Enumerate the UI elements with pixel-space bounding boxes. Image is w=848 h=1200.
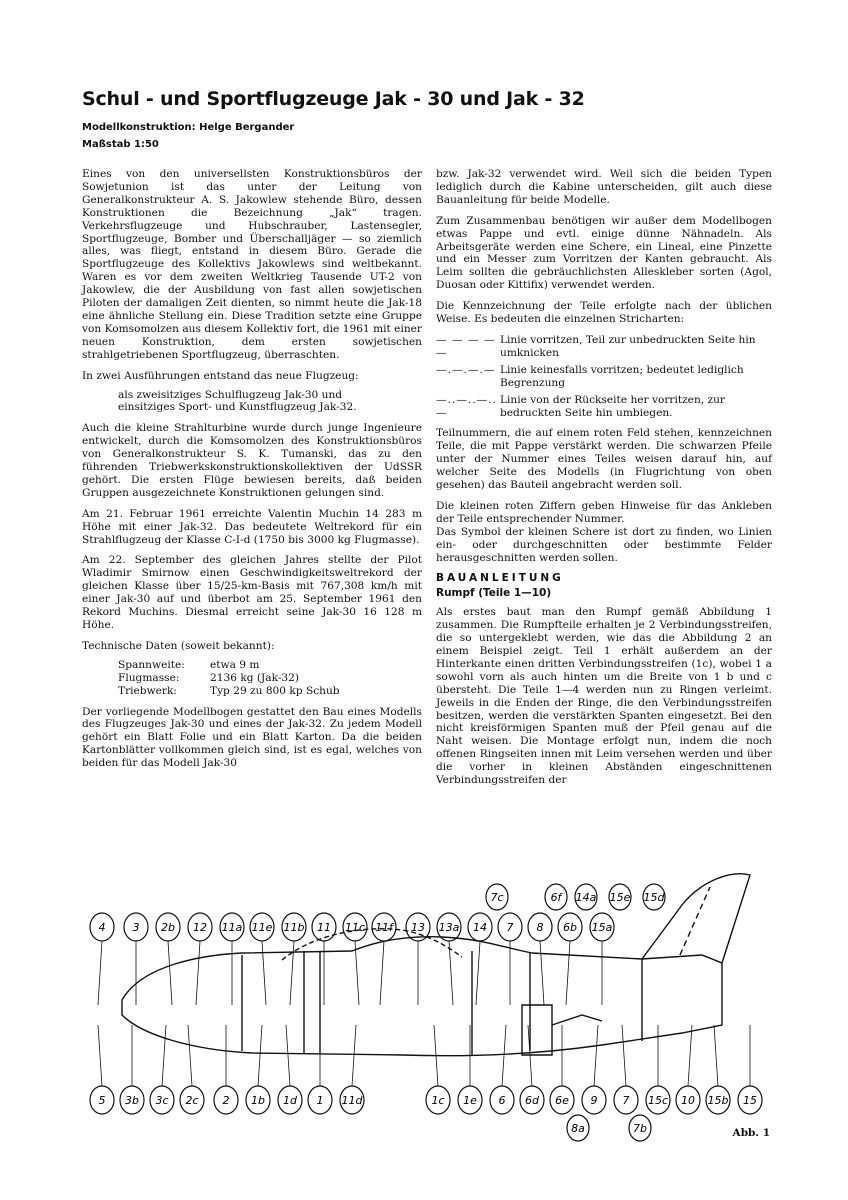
tech-heading: Technische Daten (soweit bekannt): — [82, 639, 275, 652]
part-callout-label: 11b — [283, 921, 305, 934]
left-column — [82, 168, 422, 778]
callout-leader-line — [162, 1025, 166, 1086]
callout-leader-line — [502, 1025, 506, 1086]
callout-leader-line — [476, 941, 480, 1005]
paragraph: Teilnummern, die auf einem roten Feld stehen, kennzeichnen Teile, die mit Pappe verstärkt werden. Die schwarzen Pfeile unter der Nummer eines Teiles weisen darauf hin, auf welcher Seite des Modells (in Flugrichtung von oben gesehen) das Bauteil angebracht werden soll. — [436, 427, 772, 492]
part-callout-label: 10 — [681, 1094, 695, 1107]
legend-desc: Linie von der Rückseite her vorritzen, zur bedruckten Seite hin umbiegen. — [500, 393, 725, 419]
paragraph: Das Symbol der kleinen Schere ist dort zu finden, wo Linien ein- oder durchgeschnitten oder bestimmte Felder herausgeschnitten werden sollen. — [436, 525, 772, 564]
callout-leader-line — [98, 1025, 102, 1086]
callout-leader-line — [540, 941, 544, 1005]
part-callout-label: 6b — [563, 921, 577, 934]
part-callout-label: 12 — [193, 921, 207, 934]
variant-item: einsitziges Sport- und Kunstflugzeug Jak-32. — [118, 401, 357, 414]
paragraph: bzw. Jak-32 verwendet wird. Weil sich die beiden Typen lediglich durch die Kabine unterscheiden, gilt auch diese Bauanleitung für beide Modelle. — [436, 168, 772, 206]
part-callout-label: 15c — [647, 1094, 669, 1107]
legend-item — [436, 364, 772, 390]
paragraph: In zwei Ausführungen entstand das neue Flugzeug: — [82, 369, 359, 382]
callout-leader-line — [714, 1025, 718, 1086]
part-callout-label: 9 — [590, 1094, 598, 1107]
part-callout-label: 3c — [155, 1094, 169, 1107]
callout-leader-line — [449, 941, 453, 1005]
part-callout-label: 11d — [341, 1094, 363, 1107]
part-callout-label: 6d — [525, 1094, 539, 1107]
part-callout-label: 6f — [550, 891, 562, 904]
callout-leader-line — [352, 1025, 356, 1086]
part-callout-label: 15a — [591, 921, 613, 934]
scale: Maßstab 1:50 — [82, 139, 159, 150]
part-callout-label: 11f — [375, 921, 393, 934]
spec-label: Flugmasse: — [118, 671, 180, 684]
part-callout-label: 1 — [316, 1094, 324, 1107]
part-callout-label: 1c — [431, 1094, 445, 1107]
legend-line: —.—.—.— — [436, 363, 496, 376]
page-title: Schul - und Sportflugzeuge Jak - 30 und Jak - 32 — [82, 88, 585, 110]
callout-leader-line — [196, 941, 200, 1005]
part-callout-label: 8a — [571, 1122, 585, 1135]
part-callout-label: 14 — [473, 921, 487, 934]
part-callout-label: 2 — [222, 1094, 230, 1107]
paragraph: Zum Zusammenbau benötigen wir außer dem Modellbogen etwas Pappe und evtl. einige dünne Nähnadeln. Als Arbeitsgeräte werden eine Schere, ein Lineal, eine Pinzette und ein Messer zum Vorritzen der Kanten gebraucht. Als Leim sollten die gebräuchlichsten Alleskleber sorten (Agol, Duosan oder Kittifix) verwendet werden. — [436, 214, 772, 292]
legend-item — [436, 334, 772, 360]
part-callout-label: 15 — [743, 1094, 757, 1107]
part-callout-label: 7 — [506, 921, 514, 934]
part-callout-label: 11c — [344, 921, 366, 934]
spec-value: Typ 29 zu 800 kp Schub — [210, 684, 340, 697]
paragraph: Die Kennzeichnung der Teile erfolgte nach der üblichen Weise. Es bedeuten die einzelnen Stricharten: — [436, 300, 772, 326]
callout-leader-line — [258, 1025, 262, 1086]
callout-leader-line — [688, 1025, 692, 1086]
assembly-diagram — [82, 855, 782, 1155]
part-callout-label: 15e — [609, 891, 631, 904]
model-construction: Modellkonstruktion: Helge Bergander — [82, 122, 295, 133]
legend-desc: Linie vorritzen, Teil zur unbedruckten Seite hin umknicken — [500, 333, 756, 359]
part-callout-label: 6e — [555, 1094, 569, 1107]
paragraph: Eines von den universellsten Konstruktionsbüros der Sowjetunion ist das unter der Leitung von Generalkonstrukteur A. S. Jakowlew stehende Büro, dessen Konstruktionen die Bezeichnung „Jak“ tragen. Verkehrsflugzeuge und Hubschrauber, Lastensegler, Sportflugzeuge, Bomber und Überschalljäger — so ziemlich alles, was fliegt, entstand in diesem Büro. Gerade die Sportflugzeuge des Kollektivs Jakowlews sind weltbekannt. Waren es vor dem zweiten Weltkrieg Tausende UT-2 von Jakowlew, die der Ausbildung von fast allen sowjetischen Piloten der damaligen Zeit dienten, so nimmt heute die Jak-18 eine ähnliche Stellung ein. Diese Tradition setzte eine Gruppe von Komsomolzen aus diesem Kollektiv fort, die 1961 mit einer neuen Konstruktion, dem ersten sowjetischen strahlgetriebenen Sportflugzeug, überraschten. — [82, 168, 422, 361]
callout-leader-line — [566, 941, 570, 1005]
callout-leader-line — [355, 941, 359, 1005]
spec-label: Spannweite: — [118, 658, 185, 671]
right-column — [436, 168, 772, 795]
part-callout-label: 5 — [98, 1094, 106, 1107]
tech-specs — [82, 659, 422, 698]
legend-line: — — — — — — [436, 333, 496, 359]
spec-value: etwa 9 m — [210, 658, 260, 671]
callout-leader-line — [262, 941, 266, 1005]
part-callout-label: 3b — [125, 1094, 139, 1107]
legend-desc: Linie keinesfalls vorritzen; bedeutet lediglich Begrenzung — [500, 363, 744, 389]
callout-leader-line — [622, 1025, 626, 1086]
part-callout-label: 7c — [490, 891, 504, 904]
part-callout-label: 11a — [221, 921, 243, 934]
legend-line: —..—..—..— — [436, 393, 497, 419]
part-callout-label: 13a — [438, 921, 460, 934]
spec-label: Triebwerk: — [118, 684, 177, 697]
tail-fin — [642, 874, 750, 963]
variant-item: als zweisitziges Schulflugzeug Jak-30 und — [118, 388, 343, 401]
part-callout-label: 14a — [575, 891, 597, 904]
callout-leader-line — [98, 941, 102, 1005]
paragraph: Der vorliegende Modellbogen gestattet den Bau eines Modells des Flugzeuges Jak-30 und eines der Jak-32. Zu jedem Modell gehört ein Blatt Folie und ein Blatt Karton. Da die beiden Kartonblätter vollkommen gleich sind, ist es egal, welches von beiden für das Modell Jak-30 — [82, 705, 422, 770]
legend-item — [436, 394, 772, 420]
part-callout-label: 7 — [622, 1094, 630, 1107]
callout-leader-line — [286, 1025, 290, 1086]
part-callout-label: 2b — [161, 921, 175, 934]
part-callout-label: 1e — [463, 1094, 477, 1107]
part-callout-label: 13 — [411, 921, 425, 934]
part-callout-label: 1d — [283, 1094, 297, 1107]
part-callout-label: 15b — [707, 1094, 729, 1107]
part-callout-label: 2c — [185, 1094, 199, 1107]
paragraph: Am 22. September des gleichen Jahres stellte der Pilot Wladimir Smirnow einen Geschwindigkeitsweltrekord der gleichen Klasse über 15/25-km-Basis mit 767,308 km/h mit einer Jak-30 auf und überbot am 25. September 1961 den Rekord Muchins. Diesmal erreicht seine Jak-30 16 128 m Höhe. — [82, 554, 422, 631]
part-callout-label: 1b — [251, 1094, 265, 1107]
line-legend — [436, 334, 772, 419]
figure-caption: Abb. 1 — [732, 1127, 770, 1139]
paragraph: Die kleinen roten Ziffern geben Hinweise für das Ankleben der Teile entsprechender Nummer. — [436, 499, 772, 525]
callout-leader-line — [290, 941, 294, 1005]
variants — [82, 389, 422, 415]
paragraph: Am 21. Februar 1961 erreichte Valentin Muchin 14 283 m Höhe mit einer Jak-32. Das bedeutete Weltrekord für ein Strahlflugzeug der Klasse C-I-d (1750 bis 3000 kg Flugmasse). — [82, 507, 422, 546]
section-heading: BAUANLEITUNG — [436, 572, 564, 585]
subsection-heading: Rumpf (Teile 1—10) — [436, 587, 552, 600]
callout-leader-line — [594, 1025, 598, 1086]
callout-leader-line — [168, 941, 172, 1005]
part-callout-label: 15d — [643, 891, 665, 904]
paragraph: Als erstes baut man den Rumpf gemäß Abbildung 1 zusammen. Die Rumpfteile erhalten je 2 Verbindungsstreifen, die so untergeklebt werden, wie das die Abbildung 2 an einem Beispiel zeigt. Teil 1 erhält außerdem an der Hinterkante einen dritten Verbindungsstreifen (1c), wobei 1 a sowohl vorn als auch hinten um die Breite von 1 b und c übersteht. Die Teile 1—4 werden nun zu Ringen verleimt. Jeweils in die Enden der Ringe, die den Verbindungsstreifen besitzen, werden die verstärkten Spanten eingesetzt. Bei den nicht kreisförmigen Spanten muß der Pfeil genau auf die Naht weisen. Die Montage erfolgt nun, indem die noch offenen Ringseiten innen mit Leim versehen werden und über die vorher in kleinen Abständen eingeschnittenen Verbindungsstreifen der — [436, 606, 772, 787]
callout-leader-line — [380, 941, 384, 1005]
part-callout-label: 11 — [317, 921, 331, 934]
part-callout-label: 6 — [498, 1094, 506, 1107]
part-callout-label: 4 — [98, 921, 106, 934]
fuselage-outline — [122, 937, 722, 1056]
part-callout-label: 3 — [132, 921, 140, 934]
part-callout-label: 8 — [536, 921, 544, 934]
callout-leader-line — [188, 1025, 192, 1086]
part-callout-label: 11e — [251, 921, 273, 934]
spec-value: 2136 kg (Jak-32) — [210, 671, 300, 684]
part-callout-label: 7b — [633, 1122, 647, 1135]
paragraph: Auch die kleine Strahlturbine wurde durch junge Ingenieure entwickelt, durch die Komsomolzen des Konstruktionsbüros von Generalkonstrukteur S. K. Tumanski, das zu den führenden Triebwerkskonstruktionskollektiven der UdSSR gehört. Die ersten Flüge bewiesen bereits, daß beiden Gruppen ausgezeichnete Konstruktionen gelungen sind. — [82, 422, 422, 499]
